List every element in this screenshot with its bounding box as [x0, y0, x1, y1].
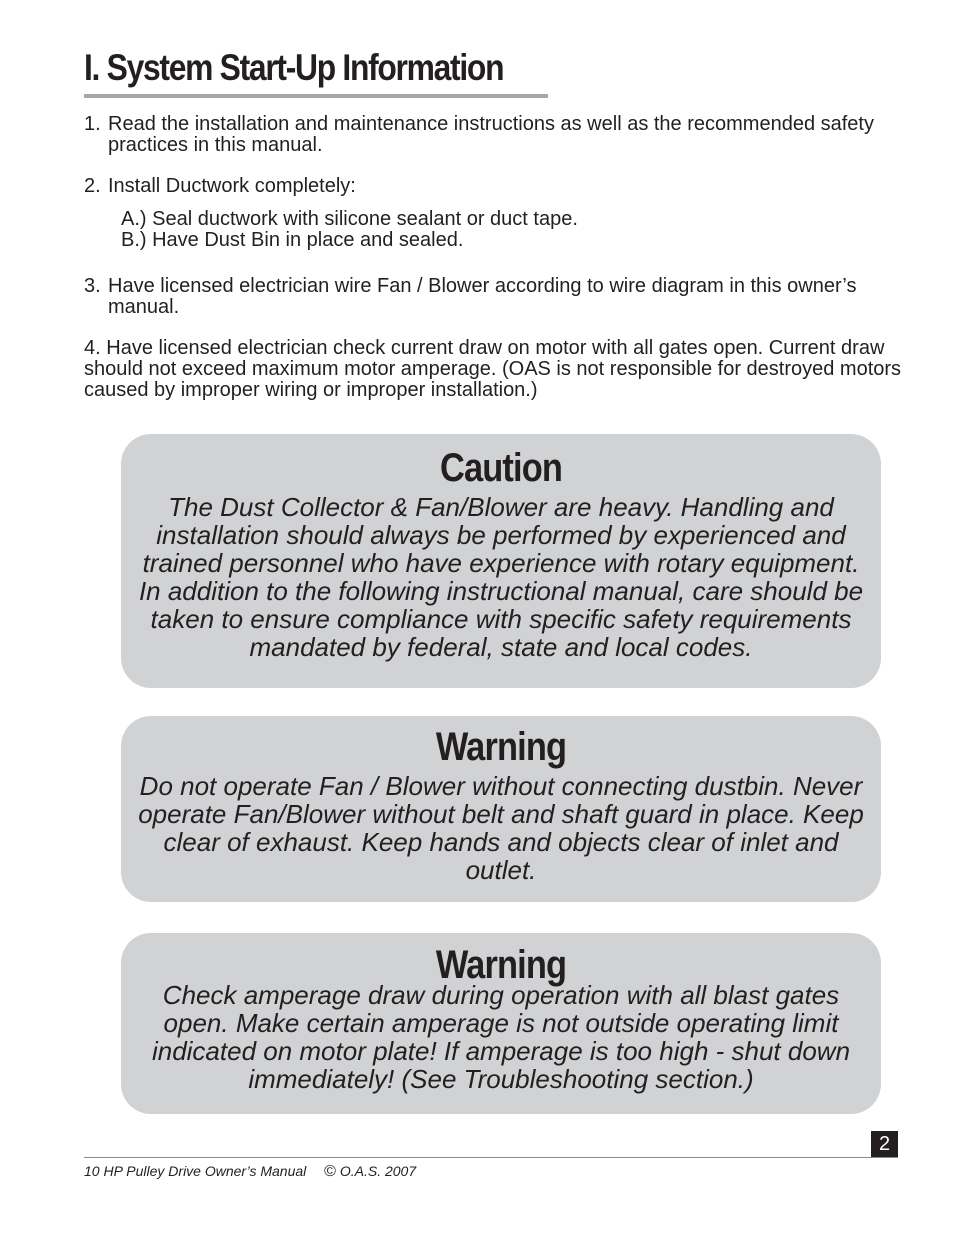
- footer-copyright: O.A.S. 2007: [339, 1163, 417, 1179]
- sublist-item: A.) Seal ductwork with silicone sealant or duct tape.: [121, 208, 578, 230]
- caution-text: The Dust Collector & Fan/Blower are heavy. Handling and installation should always be performed by experienced and trained personnel who have experience with rotary equipment. In addition to the following instructional manual, care should be taken to ensure compliance with specific safety requirements mandated by federal, state and local codes.: [138, 492, 864, 662]
- caution-heading: Caution: [439, 446, 563, 490]
- copyright-icon: ©: [324, 1163, 336, 1180]
- item-text: Have licensed electrician wire Fan / Blower according to wire diagram in this owner’s manual.: [108, 275, 857, 318]
- item-text: Install Ductwork completely:: [108, 175, 356, 197]
- title-underline: [84, 94, 548, 98]
- item-text: Have licensed electrician check current draw on motor with all gates open. Current draw should not exceed maximum motor amperage. (OAS is not responsible for destroyed motors caused by improper wiring or improper installation.): [84, 337, 902, 401]
- item-number: 4.: [84, 337, 101, 359]
- item-number: 1.: [84, 113, 101, 135]
- page-title: I. System Start-Up Information: [84, 47, 504, 88]
- footer-divider: [84, 1157, 898, 1158]
- warning-text: Do not operate Fan / Blower without connecting dustbin. Never operate Fan/Blower without belt and shaft guard in place. Keep clear of exhaust. Keep hands and objects clear of inlet and outlet.: [138, 771, 864, 885]
- sublist-item: B.) Have Dust Bin in place and sealed.: [121, 229, 464, 251]
- page-number: 2: [871, 1131, 898, 1158]
- list-item: [84, 338, 904, 401]
- warning-heading: Warning: [435, 943, 567, 987]
- warning-box: [121, 716, 881, 902]
- warning-heading: Warning: [435, 725, 567, 769]
- ductwork-sublist: [84, 209, 904, 251]
- list-item: [84, 276, 904, 318]
- footer-manual-title: 10 HP Pulley Drive Owner’s Manual: [84, 1163, 307, 1179]
- footer: [84, 1163, 416, 1181]
- warning-text: Check amperage draw during operation with all blast gates open. Make certain amperage is not outside operating limit indicated on motor plate! If amperage is too high - shut down immediately! (See Troubleshooting section.): [151, 980, 851, 1094]
- item-number: 3.: [84, 275, 101, 297]
- warning-box: [121, 933, 881, 1114]
- list-item: [84, 114, 904, 156]
- item-text: Read the installation and maintenance instructions as well as the recommended safety practices in this manual.: [108, 113, 874, 156]
- caution-box: [121, 434, 881, 688]
- list-item: [84, 176, 904, 197]
- item-number: 2.: [84, 175, 101, 197]
- startup-steps-list: [84, 114, 904, 401]
